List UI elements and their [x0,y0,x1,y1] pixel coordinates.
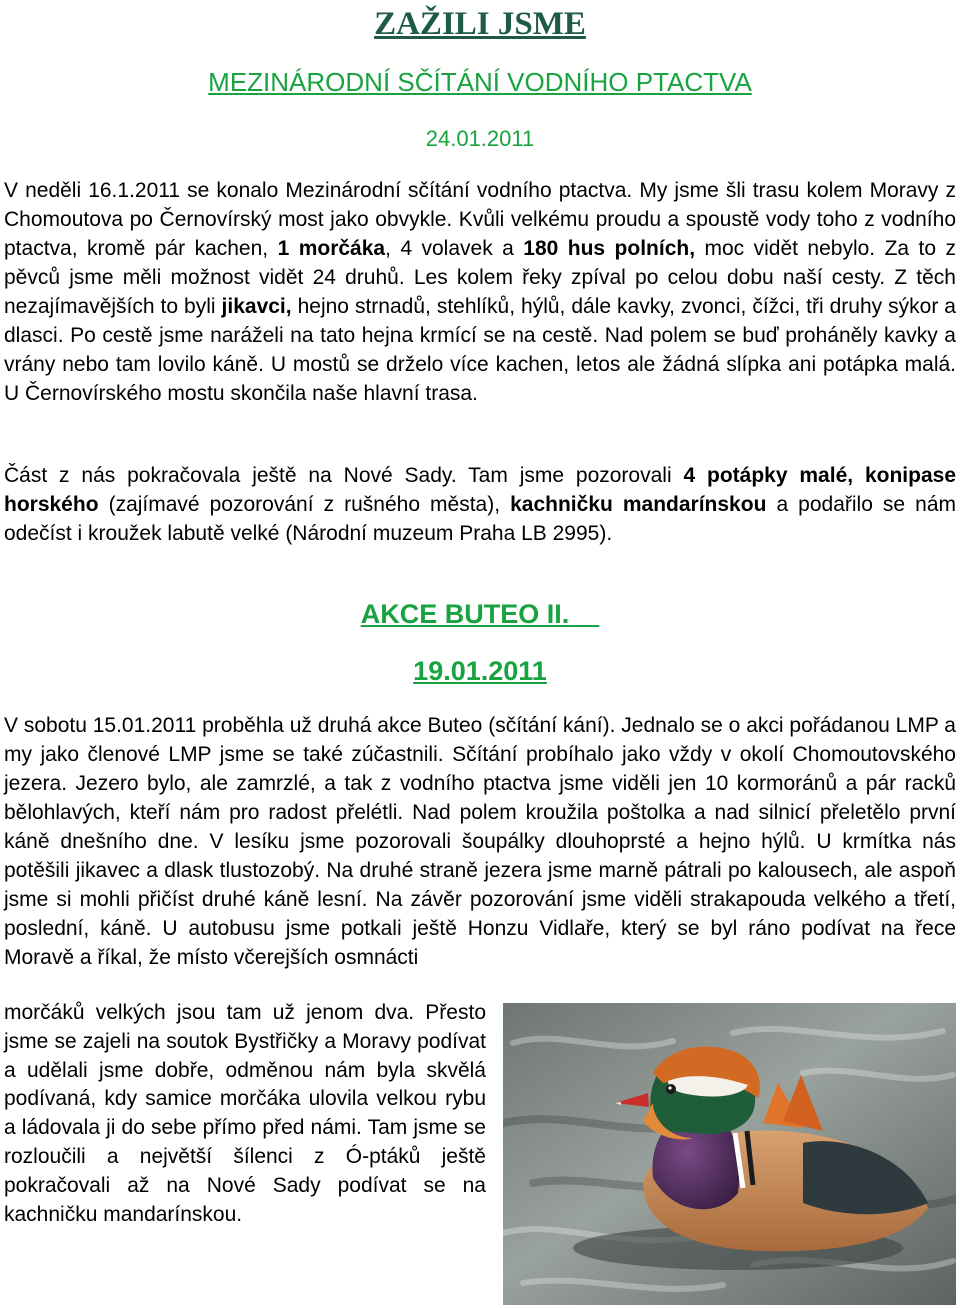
section1-heading: MEZINÁRODNÍ SČÍTÁNÍ VODNÍHO PTACTVA [208,67,752,97]
text-run: hejno strnadů, stehlíků, hýlů, dále kavky, zvonci, čížci, tři druhy sýkor a dlasci. Po cestě jsme naráželi na tato hejna krmící se na cestě. Nad polem se buď proháněly kavky a vrány nebo tam lovilo káně. U mostů se drželo více kachen, letos ale žádná slípka ani potápka malá. U Černovírského mostu skončila naše hlavní trasa. [4,295,956,405]
text-run: (zajímavé pozorování z rušného města), [98,493,511,516]
section2-paragraph-2: morčáků velkých jsou tam už jenom dva. Přesto jsme se zajeli na soutok Bystřičky a Moravy podívat a udělali jsme dobře, odměnou nám byla skvělá podívaná, kdy samice morčáka ulovila velkou rybu a ládovala ji do sebe přímo před námi. Tam jsme se rozloučili a největší šílenci z Ó-ptáků ještě pokračovali až na Nové Sady podívat se na kachničku mandarínskou. [4,1001,486,1226]
page-title: ZAŽILI JSME [374,6,586,42]
emphasized-text: jikavci, [221,295,292,318]
emphasized-text: 1 morčáka [277,237,386,260]
section2-heading [0,598,960,630]
text-run: a podařilo se nám odečíst i kroužek labutě velké (Národní muzeum Praha LB 2995). [4,493,956,545]
text-run: , 4 volavek a [385,237,524,260]
text-run: moc vidět nebylo. Za to z pěvců jsme měli možnost vidět 24 druhů. Les kolem řeky zpíval po celou dobu naší cesty. Z těch nezajímavějších to byli [4,237,956,318]
emphasized-text: 180 hus polních, [523,237,696,260]
section1-paragraph-2 [4,461,956,548]
section2-date: 19.01.2011 [413,656,547,686]
mandarin-duck-photo [503,1003,956,1305]
section1-date: 24.01.2011 [425,126,535,151]
emphasized-text: kachničku mandarínskou [510,493,767,516]
emphasized-text: konipase horského [4,464,957,516]
text-run [853,464,865,487]
section1-paragraph-1 [4,176,956,408]
emphasized-text: 4 potápky malé, [683,464,854,487]
section2-heading-text: AKCE BUTEO II. [360,599,570,629]
text-run: Část z nás pokračovala ještě na Nové Sady. Tam jsme pozorovali [4,464,684,487]
text-run: V neděli 16.1.2011 se konalo Mezinárodní sčítání vodního ptactva. My jsme šli trasu kolem Moravy z Chomoutova po Černovírský most jako obvykle. Kvůli velkému proudu a spoustě vody toho z vodního ptactva, kromě pár kachen, [4,179,956,260]
section2-paragraph-1: V sobotu 15.01.2011 proběhla už druhá akce Buteo (sčítání kání). Jednalo se o akci pořádanou LMP a my jako členové LMP jsme se také zúčastnili. Sčítání probíhalo jako vždy v okolí Chomoutovského jezera. Jezero bylo, ale zamrzlé, a tak z vodního ptactva jsme viděli jen 10 kormoránů a pár racků bělohlavých, kteří nám pro radost přelétli. Nad polem kroužila poštolka a nad silnicí přeletělo první káně dnešního dne. V lesíku jsme pozorovali šoupálky dlouhoprsté a hejno hýlů. U krmítka nás potěšili jikavec a dlask tlustozobý. Na druhé straně jezera jsme marně pátrali po kalousech, ale aspoň jsme si mohli přičíst druhé káně lesní. Na závěr pozorování jsme viděli strakapouda velkého a třetí, poslední, káně. U autobusu jsme potkali ještě Honzu Vidlaře, který se byl ráno podívat na řece Moravě a říkal, že místo včerejších osmnácti [4,714,956,969]
